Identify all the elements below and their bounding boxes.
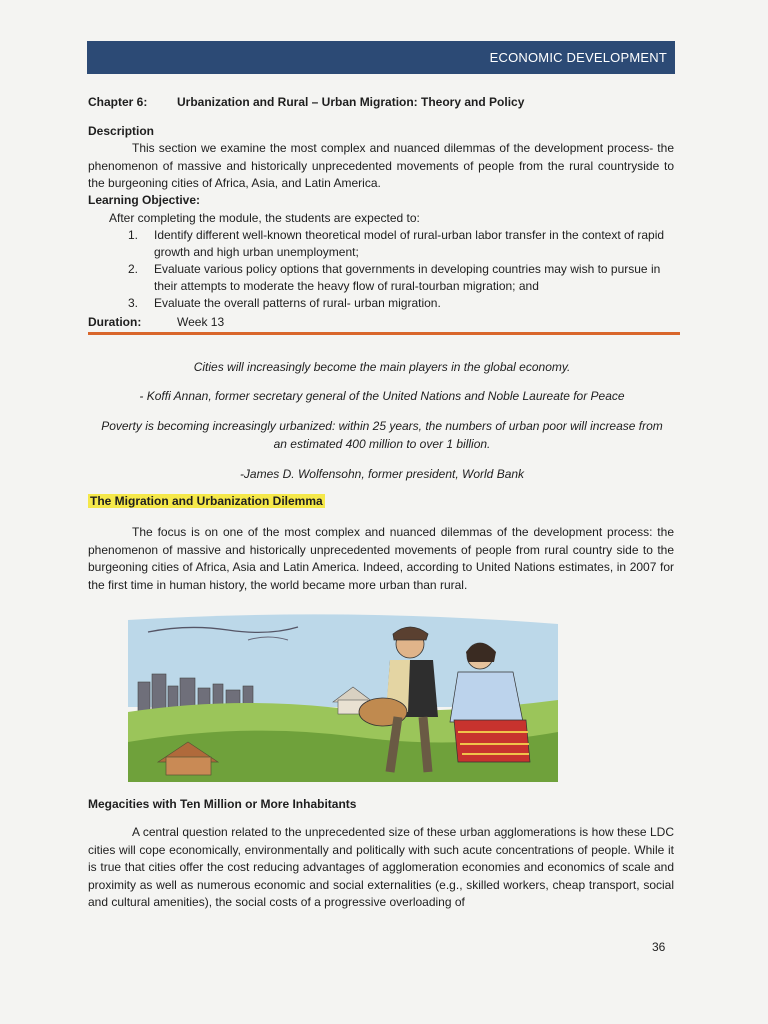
objective-text: Evaluate various policy options that governments in developing countries may wish to pursue in their attempts to moderate the heavy flow of rural-tourban migration; and — [154, 262, 661, 293]
megacities-text: A central question related to the unprecedented size of these urban agglomerations is how these LDC cities will cope economically, environmentally and politically with such acute concentrations of people. While it is true that cities offer the cost reducing advantages of agglomeration economies and economics of scale and proximity as well as numerous economic and social externalities (e.g., skilled workers, cheap transport, social and cultural amenities), the social costs of a progressive overloading of — [88, 825, 674, 909]
objective-item — [128, 295, 674, 312]
quote-annan: Cities will increasingly become the main players in the global economy. — [193, 360, 571, 374]
header-bar — [87, 41, 675, 74]
chapter-label: Chapter 6: — [88, 95, 148, 109]
duration-value: Week 13 — [177, 315, 225, 329]
chapter-title: Urbanization and Rural – Urban Migration: Theory and Policy — [177, 95, 525, 109]
description-heading: Description — [88, 124, 155, 138]
header-title: ECONOMIC DEVELOPMENT — [489, 50, 667, 65]
objective-item — [128, 261, 674, 295]
objective-list — [128, 227, 674, 312]
megacities-heading: Megacities with Ten Million or More Inhabitants — [88, 797, 357, 811]
migration-dilemma-text: The focus is on one of the most complex and nuanced dilemmas of the development process: the phenomenon of massive and historically unprecedented movements of people from rural country side to the burgeoning cities of Africa, Asia and Latin America. Indeed, according to United Nations estimates, in 2007 for the first time in human history, the world became more urban than rural. — [88, 525, 674, 592]
description-text: This section we examine the most complex and nuanced dilemmas of the development process- the phenomenon of massive and historically unprecedented movements of people from the rural countryside to the burgeoning cities of Africa, Asia, and Latin America. — [88, 141, 674, 190]
objective-number: 2. — [128, 262, 139, 276]
learning-objective-intro: After completing the module, the students are expected to: — [109, 211, 420, 225]
quote-wolfensohn-attribution: -James D. Wolfensohn, former president, World Bank — [239, 467, 525, 481]
objective-text: Evaluate the overall patterns of rural- urban migration. — [154, 296, 441, 310]
duration-label: Duration: — [88, 315, 142, 329]
migration-dilemma-paragraph — [88, 524, 674, 594]
objective-number: 3. — [128, 296, 139, 310]
megacities-paragraph — [88, 824, 674, 912]
page-number: 36 — [652, 940, 666, 954]
objective-number: 1. — [128, 228, 139, 242]
quote-wolfensohn: Poverty is becoming increasingly urbanized: within 25 years, the numbers of urban poor will increase from an estimated 400 million to over 1 billion. — [101, 419, 663, 451]
objective-item — [128, 227, 674, 261]
objective-text: Identify different well-known theoretical model of rural-urban labor transfer in the context of rapid growth and high urban unemployment; — [154, 228, 665, 259]
migration-illustration — [128, 612, 558, 782]
quote-annan-attribution: - Koffi Annan, former secretary general of the United Nations and Noble Laureate for Peace — [139, 389, 625, 403]
learning-objective-heading: Learning Objective: — [88, 193, 201, 207]
section-divider — [88, 332, 680, 335]
migration-dilemma-heading: The Migration and Urbanization Dilemma — [90, 494, 323, 508]
description-paragraph — [88, 140, 674, 193]
